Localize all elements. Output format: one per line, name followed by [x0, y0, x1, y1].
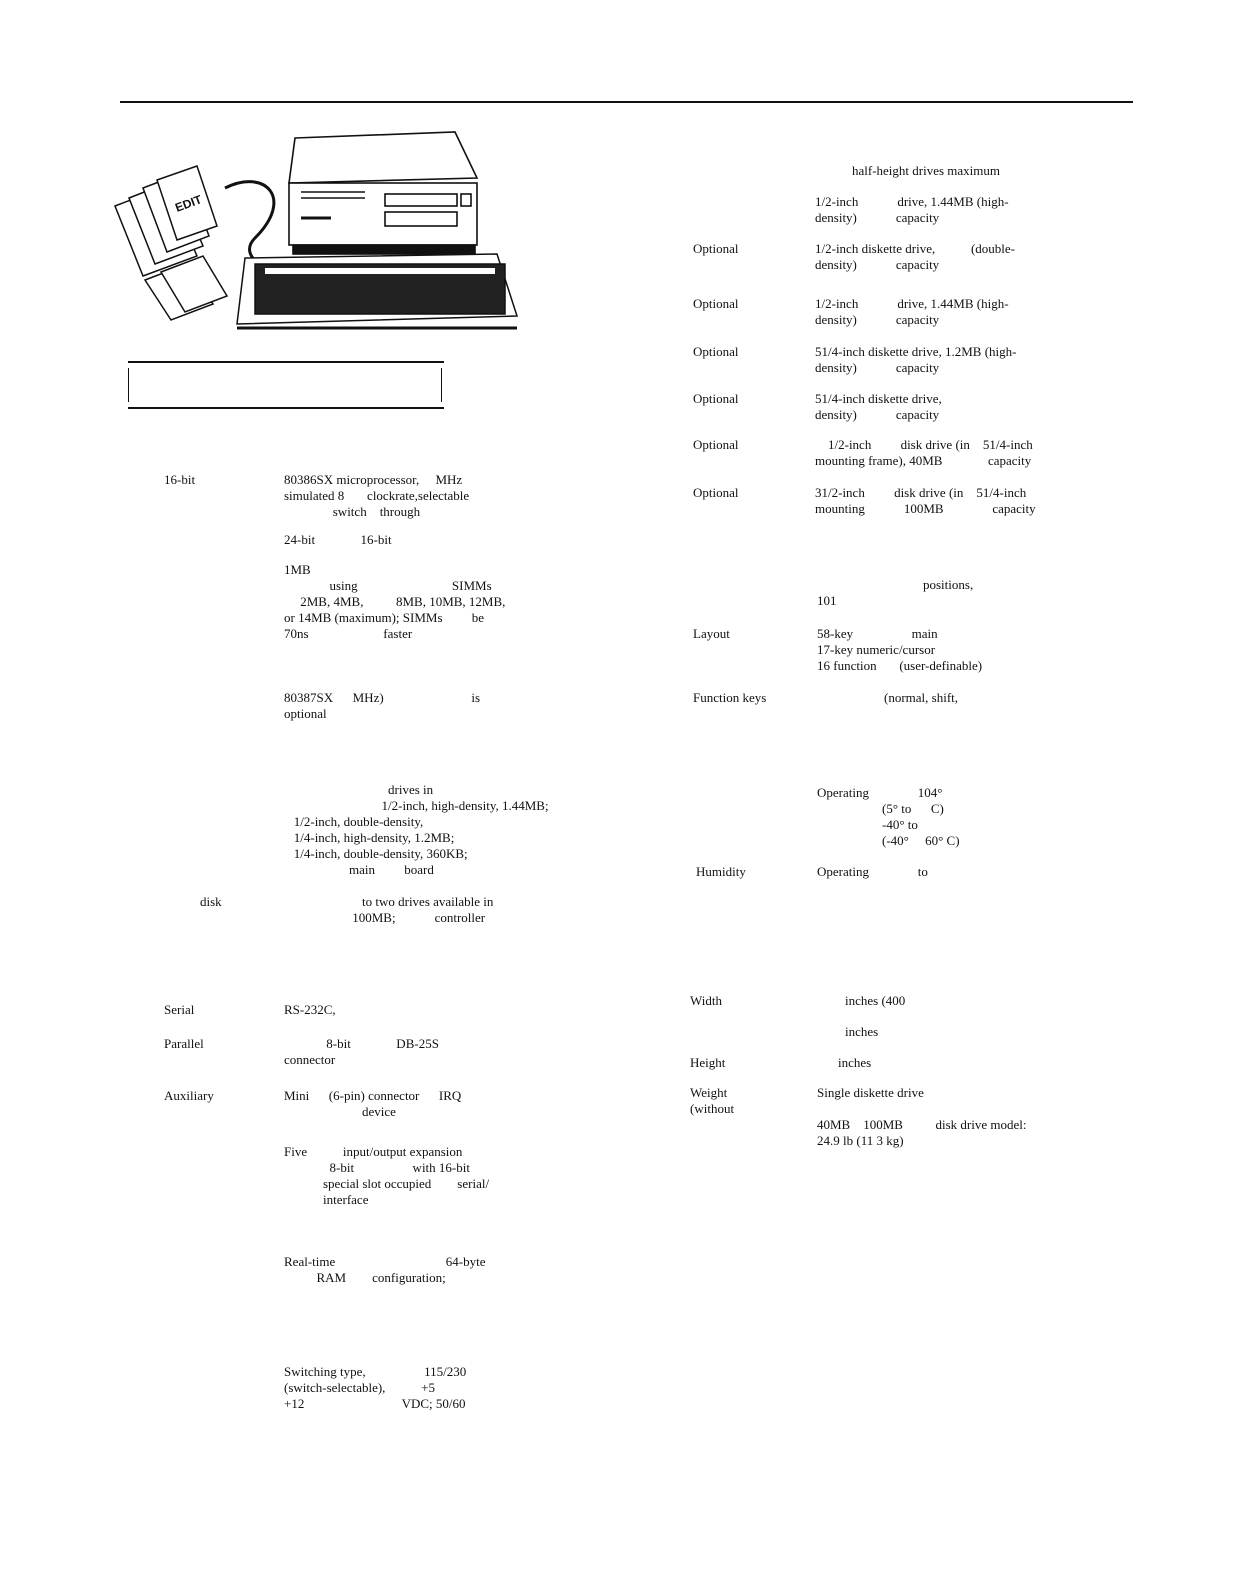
optional-label-3: Optional [693, 344, 739, 359]
layout-text: 58-key main 17-key numeric/cursor 16 function (user-definable) [817, 626, 983, 673]
function-keys-text: (normal, shift, [884, 690, 959, 705]
cpu-bus-label: 16-bit [164, 472, 196, 487]
caption-box [128, 368, 442, 402]
power-text: Switching type, 115/230 (switch-selectable), +5 +12 VDC; 50/60 [284, 1364, 467, 1411]
address-bus-text: 24-bit 16-bit [284, 532, 392, 547]
parallel-text: 8-bit DB-25S connector [284, 1036, 439, 1067]
weight-text: Single diskette drive 40MB 100MB disk drive model: 24.9 lb (11 3 kg) [817, 1085, 1027, 1148]
caption-bottom-rule [128, 407, 444, 409]
width-text: inches (400 [845, 993, 906, 1008]
keyboard-positions-text: positions, [923, 577, 974, 592]
drive-option-1: 1/2-inch drive, 1.44MB (high- density) capacity [815, 194, 1009, 225]
weight-label: Weight (without [690, 1085, 735, 1116]
computer-system-illustration [105, 128, 525, 333]
humidity-text: Operating to [817, 864, 928, 879]
drive-option-6: 1/2-inch disk drive (in 51/4-inch mounting frame), 40MB capacity [815, 437, 1033, 468]
drive-option-4: 51/4-inch diskette drive, 1.2MB (high- density) capacity [815, 344, 1017, 375]
cpu-text: 80386SX microprocessor, MHz simulated 8 clockrate,selectable switch through [284, 472, 470, 519]
keyboard-101-text: 101 [817, 593, 837, 608]
temperature-text: Operating 104° (5° to C) -40° to (-40° 60° C) [817, 785, 960, 848]
memory-text: 1MB using SIMMs 2MB, 4MB, 8MB, 10MB, 12MB, or 14MB (maximum); SIMMs be 70ns faster [284, 562, 506, 641]
optional-label-5: Optional [693, 437, 739, 452]
humidity-label: Humidity [696, 864, 746, 879]
height-label: Height [690, 1055, 726, 1070]
clock-text: Real-time 64-byte RAM configuration; [284, 1254, 486, 1285]
keyboard-icon [237, 254, 517, 328]
drives-max-text: half-height drives maximum [852, 163, 1001, 178]
drives-text: drives in 1/2-inch, high-density, 1.44MB; 1/2-inch, double-density, 1/4-inch, high-density, 1.2MB; 1/4-inch, double-density, 360KB; main board [293, 782, 549, 877]
depth-text: inches [845, 1024, 879, 1039]
width-label: Width [690, 993, 722, 1008]
optional-label-2: Optional [693, 296, 739, 311]
expansion-text: Five input/output expansion 8-bit with 16-bit special slot occupied serial/ interface [284, 1144, 490, 1207]
optional-label-1: Optional [693, 241, 739, 256]
header-rule [120, 101, 1133, 103]
drive-option-7: 31/2-inch disk drive (in 51/4-inch mounting 100MB capacity [815, 485, 1036, 516]
drive-option-2: 1/2-inch diskette drive, (double- density) capacity [815, 241, 1016, 272]
optional-label-6: Optional [693, 485, 739, 500]
svg-text:EDIT: EDIT [173, 192, 204, 215]
layout-label: Layout [693, 626, 730, 641]
function-keys-label: Function keys [693, 690, 767, 705]
coprocessor-text: 80387SX MHz) is optional [284, 690, 481, 721]
drive-option-5: 51/4-inch diskette drive, density) capacity [815, 391, 942, 422]
hard-disk-label: disk [200, 894, 222, 909]
auxiliary-label: Auxiliary [164, 1088, 214, 1103]
height-text: inches [838, 1055, 872, 1070]
optional-label-4: Optional [693, 391, 739, 406]
serial-text: RS-232C, [284, 1002, 336, 1017]
caption-top-rule [128, 361, 444, 363]
drive-option-3: 1/2-inch drive, 1.44MB (high- density) capacity [815, 296, 1009, 327]
system-unit-icon [289, 132, 477, 254]
auxiliary-text: Mini (6-pin) connector IRQ device [284, 1088, 462, 1119]
serial-label: Serial [164, 1002, 195, 1017]
hard-disk-text: to two drives available in 100MB; controller [352, 894, 494, 925]
parallel-label: Parallel [164, 1036, 204, 1051]
